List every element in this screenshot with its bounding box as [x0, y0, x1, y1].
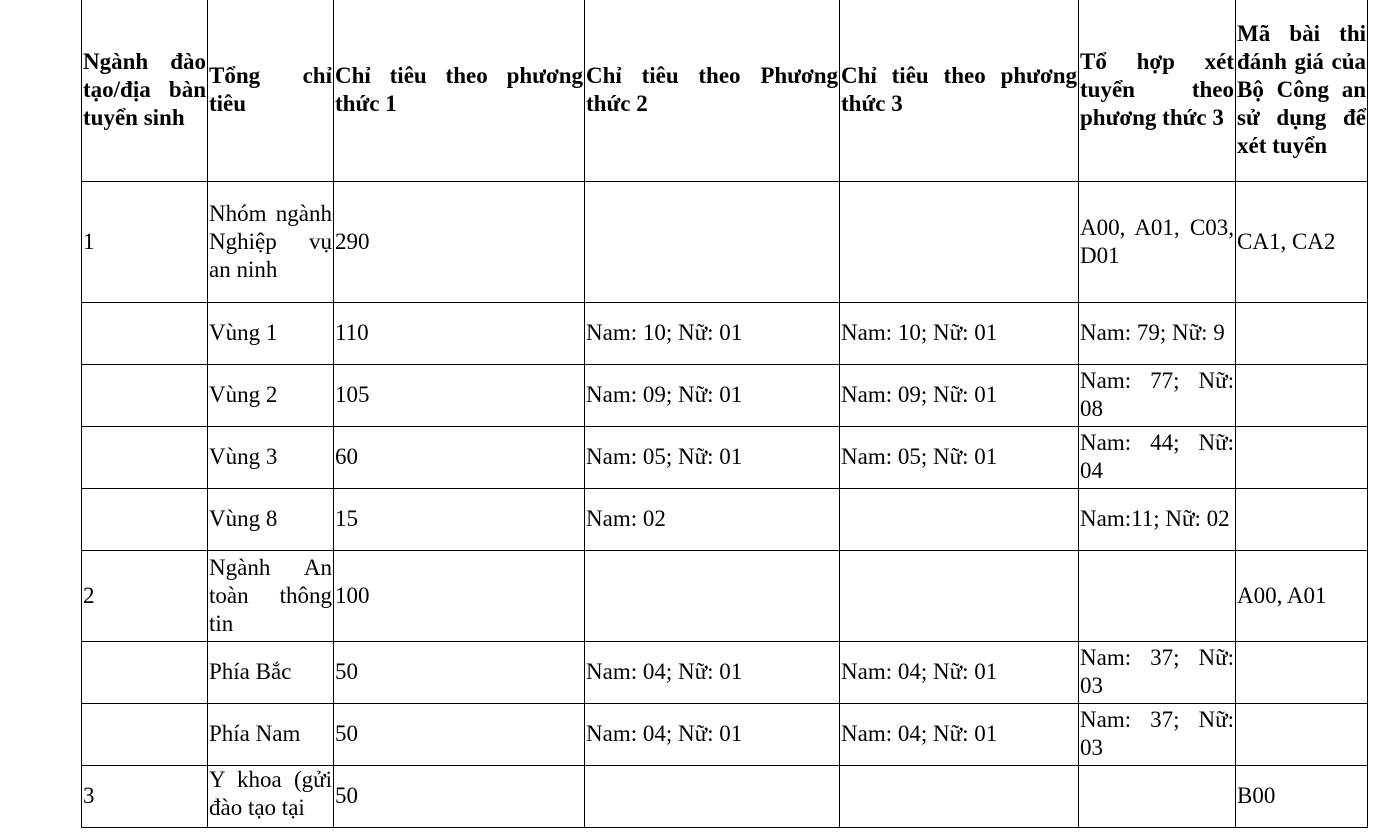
cell-method-2: Nam: 09; Nữ: 01: [585, 364, 840, 426]
cell-index: 2: [82, 550, 208, 641]
cell-subject-combo: [1079, 765, 1236, 827]
table-row: [82, 550, 1368, 641]
cell-method-3: Nam: 10; Nữ: 01: [840, 302, 1079, 364]
cell-major: Y khoa (gửi đào tạo tại: [208, 765, 334, 827]
cell-method-3: Nam: 04; Nữ: 01: [840, 641, 1079, 703]
cell-method-3: Nam: 05; Nữ: 01: [840, 426, 1079, 488]
cell-subject-combo: Nam: 77; Nữ: 08: [1079, 364, 1236, 426]
cell-subject-combo: Nam: 79; Nữ: 9: [1079, 302, 1236, 364]
table-row: [82, 765, 1368, 827]
col-header-total-quota: Tổng chỉ tiêu: [208, 0, 334, 181]
cell-exam-code: [1236, 703, 1368, 765]
cell-method-3: [840, 181, 1079, 302]
col-header-subject-combo: Tổ hợp xét tuyển theo phương thức 3: [1079, 0, 1236, 181]
cell-method-1: 290: [334, 181, 585, 302]
cell-method-2: Nam: 10; Nữ: 01: [585, 302, 840, 364]
col-header-method-3: Chỉ tiêu theo phương thức 3: [840, 0, 1079, 181]
cell-method-2: [585, 765, 840, 827]
cell-index: 1: [82, 181, 208, 302]
cell-method-2: Nam: 04; Nữ: 01: [585, 703, 840, 765]
cell-major: Vùng 1: [208, 302, 334, 364]
cell-exam-code: [1236, 641, 1368, 703]
table-row: [82, 488, 1368, 550]
cell-exam-code: [1236, 426, 1368, 488]
cell-method-3: Nam: 09; Nữ: 01: [840, 364, 1079, 426]
cell-subject-combo: Nam: 37; Nữ: 03: [1079, 703, 1236, 765]
cell-method-1: 110: [334, 302, 585, 364]
col-header-exam-code: Mã bài thi đánh giá của Bộ Công an sử dụng để xét tuyển: [1236, 0, 1368, 181]
cell-method-3: Nam: 04; Nữ: 01: [840, 703, 1079, 765]
cell-exam-code: B00: [1236, 765, 1368, 827]
admission-quota-table: [81, 0, 1368, 828]
cell-index: 3: [82, 765, 208, 827]
cell-method-3: [840, 765, 1079, 827]
cell-major: Nhóm ngành Nghiệp vụ an ninh: [208, 181, 334, 302]
cell-method-3: [840, 550, 1079, 641]
cell-subject-combo: Nam: 37; Nữ: 03: [1079, 641, 1236, 703]
cell-exam-code: [1236, 488, 1368, 550]
table-row: [82, 364, 1368, 426]
cell-subject-combo: Nam:11; Nữ: 02: [1079, 488, 1236, 550]
cell-exam-code: CA1, CA2: [1236, 181, 1368, 302]
col-header-method-1: Chỉ tiêu theo phương thức 1: [334, 0, 585, 181]
cell-method-1: 60: [334, 426, 585, 488]
cell-method-1: 50: [334, 703, 585, 765]
cell-major: Phía Nam: [208, 703, 334, 765]
cell-major: Vùng 3: [208, 426, 334, 488]
table-row: [82, 703, 1368, 765]
cell-index: [82, 426, 208, 488]
table-row: [82, 426, 1368, 488]
cell-exam-code: A00, A01: [1236, 550, 1368, 641]
cell-method-2: Nam: 02: [585, 488, 840, 550]
col-header-major: Ngành đào tạo/địa bàn tuyển sinh: [82, 0, 208, 181]
cell-subject-combo: [1079, 550, 1236, 641]
cell-subject-combo: Nam: 44; Nữ: 04: [1079, 426, 1236, 488]
cell-method-2: [585, 550, 840, 641]
cell-method-1: 100: [334, 550, 585, 641]
cell-index: [82, 364, 208, 426]
cell-method-1: 50: [334, 641, 585, 703]
cell-exam-code: [1236, 364, 1368, 426]
cell-method-2: Nam: 05; Nữ: 01: [585, 426, 840, 488]
cell-index: [82, 488, 208, 550]
table-row: [82, 641, 1368, 703]
cell-method-1: 15: [334, 488, 585, 550]
cell-method-1: 50: [334, 765, 585, 827]
cell-major: Ngành An toàn thông tin: [208, 550, 334, 641]
table-row: [82, 181, 1368, 302]
cell-index: [82, 703, 208, 765]
cell-method-2: Nam: 04; Nữ: 01: [585, 641, 840, 703]
header-row: [82, 0, 1368, 181]
cell-index: [82, 641, 208, 703]
col-header-method-2: Chỉ tiêu theo Phương thức 2: [585, 0, 840, 181]
cell-method-2: [585, 181, 840, 302]
cell-exam-code: [1236, 302, 1368, 364]
cell-subject-combo: A00, A01, C03, D01: [1079, 181, 1236, 302]
cell-method-3: [840, 488, 1079, 550]
table-row: [82, 302, 1368, 364]
cell-method-1: 105: [334, 364, 585, 426]
cell-major: Vùng 2: [208, 364, 334, 426]
cell-major: Phía Bắc: [208, 641, 334, 703]
cell-index: [82, 302, 208, 364]
cell-major: Vùng 8: [208, 488, 334, 550]
